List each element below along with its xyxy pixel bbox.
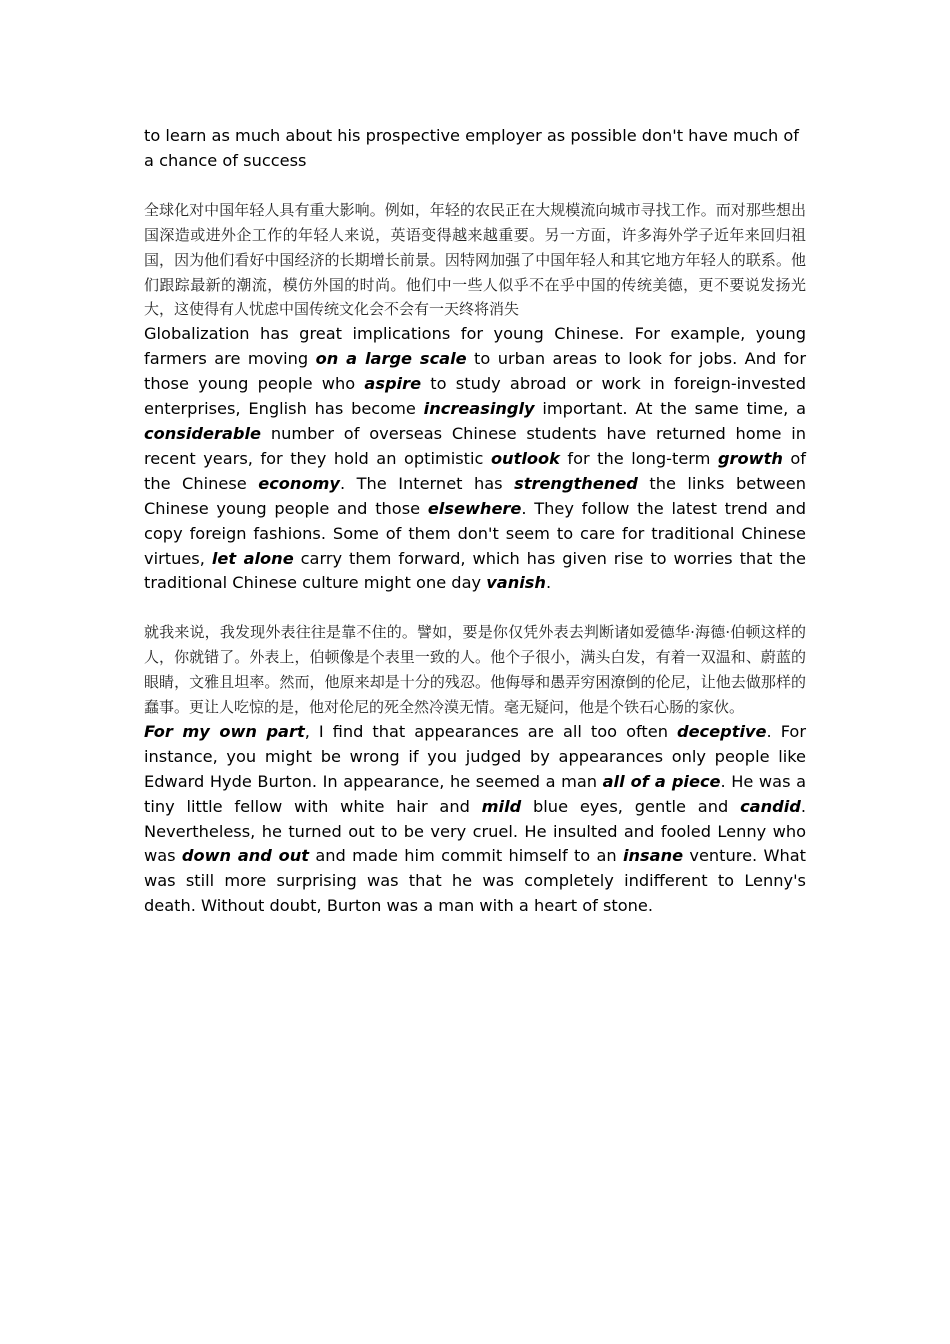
text-run: and made him commit himself to an xyxy=(309,846,623,866)
intro-fragment: to learn as much about his prospective employer as possible don't have much of a chance of success xyxy=(144,126,799,170)
text-run: carry them forward, which has given rise to worries that the traditional Chinese culture might one day xyxy=(144,548,806,593)
highlighted-phrase: deceptive xyxy=(676,721,767,741)
highlighted-phrase: outlook xyxy=(490,448,560,468)
text-run: to study abroad or work in foreign-invested enterprises, English has become xyxy=(144,374,806,419)
section1-chinese-paragraph: 全球化对中国年轻人具有重大影响。例如，年轻的农民正在大规模流向城市寻找工作。而对那些想出国深造或进外企工作的年轻人来说，英语变得越来越重要。另一方面，许多海外学子近年来回归祖国，因为他们看好中国经济的长期增长前景。因特网加强了中国年轻人和其它地方年轻人的联系。他们跟踪最新的潮流，模仿外国的时尚。他们中一些人似乎不在乎中国的传统美德，更不要说发扬光大，这使得有人忧虑中国传统文化会不会有一天终将消失 xyxy=(144,200,806,319)
text-run: . The Internet has xyxy=(339,473,515,493)
paragraph-gap xyxy=(144,174,806,198)
highlighted-phrase: For my own part xyxy=(144,721,305,741)
highlighted-phrase: down and out xyxy=(181,846,310,866)
highlighted-phrase: elsewhere xyxy=(427,498,522,518)
paragraph-gap xyxy=(144,596,806,620)
text-run: the links between Chinese young people and those xyxy=(144,473,806,518)
document-page xyxy=(144,124,806,919)
highlighted-phrase: aspire xyxy=(364,374,422,394)
text-run: blue eyes, gentle and xyxy=(521,796,741,816)
highlighted-phrase: on a large scale xyxy=(315,349,467,369)
highlighted-phrase: insane xyxy=(622,846,684,866)
highlighted-phrase: mild xyxy=(481,796,522,816)
highlighted-phrase: strengthened xyxy=(514,473,638,493)
highlighted-phrase: let alone xyxy=(211,548,294,568)
highlighted-phrase: economy xyxy=(258,473,340,493)
section2-english-paragraph xyxy=(144,720,806,919)
text-run: . For instance, you might be wrong if you judged by appearances only people like Edward Hyde Burton. In appearance, he seemed a man xyxy=(144,721,806,791)
section2-chinese-paragraph: 就我来说，我发现外表往往是靠不住的。譬如，要是你仅凭外表去判断诸如爱德华·海德·伯顿这样的人，你就错了。外表上，伯顿像是个表里一致的人。他个子很小，满头白发，有着一双温和、蔚蓝的眼睛，文雅且坦率。然而，他原来却是十分的残忍。他侮辱和愚弄穷困潦倒的伦尼，让他去做那样的蠢事。更让人吃惊的是，他对伦尼的死全然冷漠无情。毫无疑问，他是个铁石心肠的家伙。 xyxy=(144,623,806,717)
text-run: number of overseas Chinese students have returned home in recent years, for they hold an optimistic xyxy=(144,423,806,468)
highlighted-phrase: all of a piece xyxy=(602,771,721,791)
text-run: of the Chinese xyxy=(144,448,806,493)
text-run: venture. What was still more surprising was that he was completely indifferent to Lenny's death. Without doubt, Burton was a man with a heart of stone. xyxy=(144,846,806,916)
text-run: to urban areas to look for jobs. And for those young people who xyxy=(144,349,806,394)
text-run: Globalization has great implications for young Chinese. For example, young farmers are moving xyxy=(144,324,806,369)
text-run: important. At the same time, a xyxy=(534,399,806,419)
section1-english-paragraph xyxy=(144,322,806,596)
highlighted-phrase: considerable xyxy=(144,423,262,443)
text-run: . He was a tiny little fellow with white hair and xyxy=(144,771,806,816)
highlighted-phrase: growth xyxy=(717,448,783,468)
text-run: . They follow the latest trend and copy foreign fashions. Some of them don't seem to care for traditional Chinese virtues, xyxy=(144,498,807,568)
text-run: . xyxy=(545,573,552,593)
highlighted-phrase: vanish xyxy=(486,573,546,593)
highlighted-phrase: increasingly xyxy=(423,399,535,419)
text-run: , I find that appearances are all too often xyxy=(304,721,677,741)
highlighted-phrase: candid xyxy=(740,796,801,816)
text-run: . Nevertheless, he turned out to be very cruel. He insulted and fooled Lenny who was xyxy=(144,796,806,866)
text-run: for the long-term xyxy=(559,448,718,468)
